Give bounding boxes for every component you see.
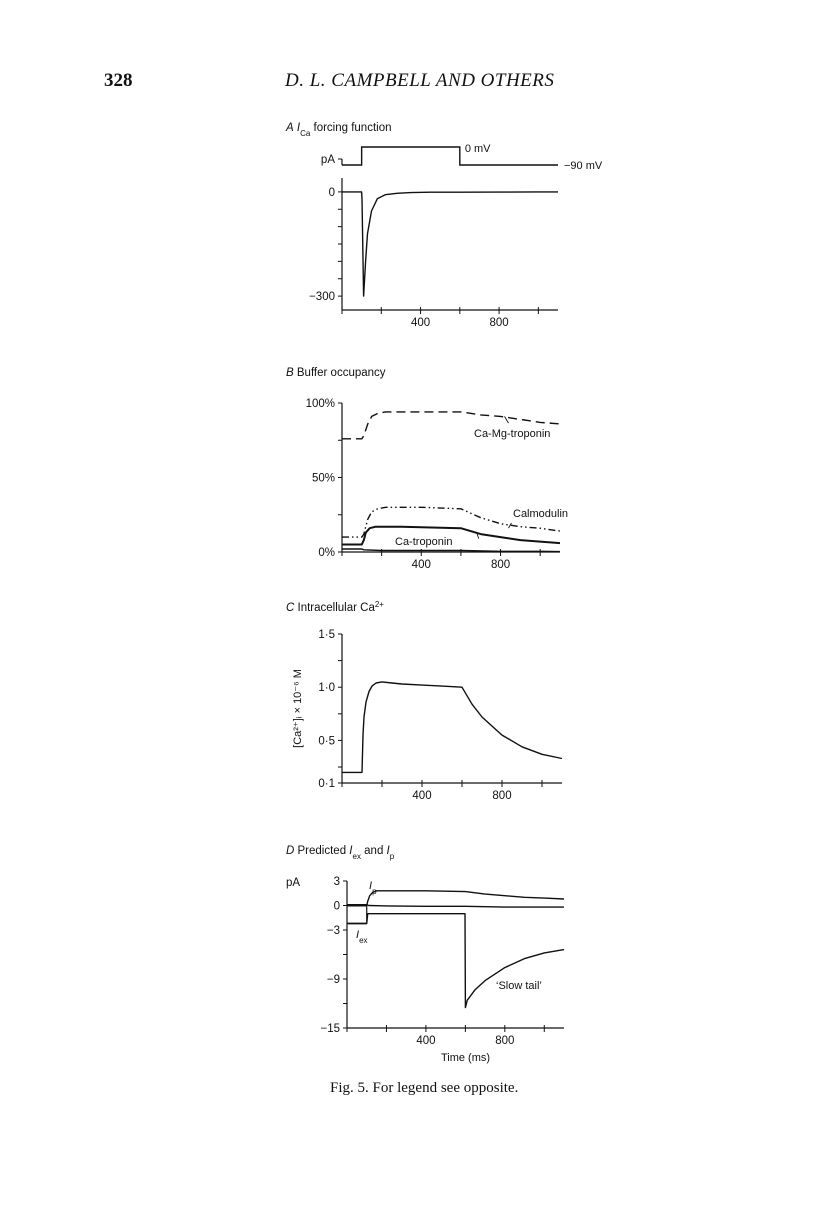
y-unit-label: pA	[320, 154, 335, 166]
title-subscript: p	[389, 851, 395, 861]
iex-label	[356, 929, 368, 945]
ip-trace	[347, 891, 564, 906]
panel-title	[286, 600, 384, 615]
panel-letter: B	[286, 367, 294, 379]
ica-trace	[342, 192, 558, 296]
x-tick-label: 800	[490, 559, 511, 571]
panel-title	[285, 122, 392, 138]
panel-d	[286, 845, 564, 1064]
title-text: Buffer occupancy	[296, 367, 386, 379]
panel-title	[286, 845, 395, 861]
cai-trace	[342, 682, 562, 773]
y-tick-label: 0	[333, 900, 340, 913]
panel-c	[286, 600, 562, 803]
y-tick-label: −15	[320, 1023, 340, 1035]
y-tick-label: −300	[309, 291, 335, 304]
legend-label: Ca-Mg-troponin	[474, 428, 551, 440]
panel-a	[285, 122, 603, 329]
panel-letter: C	[286, 602, 295, 614]
x-tick-label: 400	[412, 790, 432, 802]
x-axis-label: Time (ms)	[440, 1052, 491, 1064]
title-subscript: ex	[352, 851, 361, 861]
annotation-subscript: ex	[359, 935, 368, 945]
annotation-subscript: p	[372, 886, 377, 896]
page-number: 328	[104, 70, 133, 91]
x-tick-label: 800	[492, 790, 512, 802]
y-tick-label: 1·0	[318, 682, 335, 695]
y-unit-label: pA	[286, 877, 301, 889]
annotation-symbol: I	[369, 880, 373, 892]
y-axis-label: [Ca²⁺]ᵢ × 10⁻⁶ M	[292, 669, 304, 748]
leader-line	[505, 416, 509, 423]
running-head: D. L. CAMPBELL AND OTHERS	[285, 70, 555, 91]
x-tick-label: 800	[495, 1035, 515, 1047]
y-tick-label: 0·1	[318, 778, 335, 790]
holding-voltage-label: −90 mV	[564, 160, 603, 172]
y-tick-label: 0·5	[318, 735, 335, 748]
title-symbol: I	[349, 845, 353, 857]
y-tick-label: 50%	[311, 472, 335, 485]
title-text: Intracellular Ca	[297, 602, 375, 614]
iex-trace	[347, 914, 564, 1008]
ip-label	[369, 880, 377, 896]
y-tick-label: −3	[326, 925, 340, 937]
baseline-trace	[347, 905, 564, 907]
title-superscript: 2+	[374, 599, 384, 609]
x-tick-label: 400	[411, 559, 431, 571]
y-tick-label: −9	[326, 974, 340, 986]
annotation-symbol: I	[356, 929, 360, 941]
legend-label: Ca-troponin	[395, 536, 453, 548]
title-symbol: I	[386, 845, 390, 857]
panel-letter: A	[286, 122, 294, 134]
figure-caption: Fig. 5. For legend see opposite.	[330, 1080, 519, 1096]
panel-title	[286, 367, 386, 379]
title-subscript: Ca	[300, 128, 311, 138]
step-voltage-label: 0 mV	[464, 143, 491, 155]
panel-b	[286, 367, 568, 571]
y-tick-label: 1·5	[318, 629, 335, 641]
x-tick-label: 400	[410, 317, 431, 329]
x-tick-label: 400	[416, 1035, 436, 1047]
y-tick-label: 0%	[318, 547, 335, 559]
legend-label: Calmodulin	[513, 508, 569, 520]
series-baseline	[342, 549, 560, 552]
x-tick-label: 800	[489, 317, 509, 329]
title-text: forcing function	[310, 122, 392, 134]
y-tick-label: 0	[328, 186, 335, 199]
title-text: and	[360, 845, 387, 857]
slow-tail-label: ‘Slow tail’	[496, 980, 542, 992]
title-symbol: I	[296, 122, 301, 134]
title-text: Predicted	[297, 845, 350, 857]
voltage-protocol-trace	[342, 147, 558, 165]
y-tick-label: 100%	[305, 398, 335, 410]
y-tick-label: 3	[333, 876, 340, 888]
panel-letter: D	[286, 845, 295, 857]
